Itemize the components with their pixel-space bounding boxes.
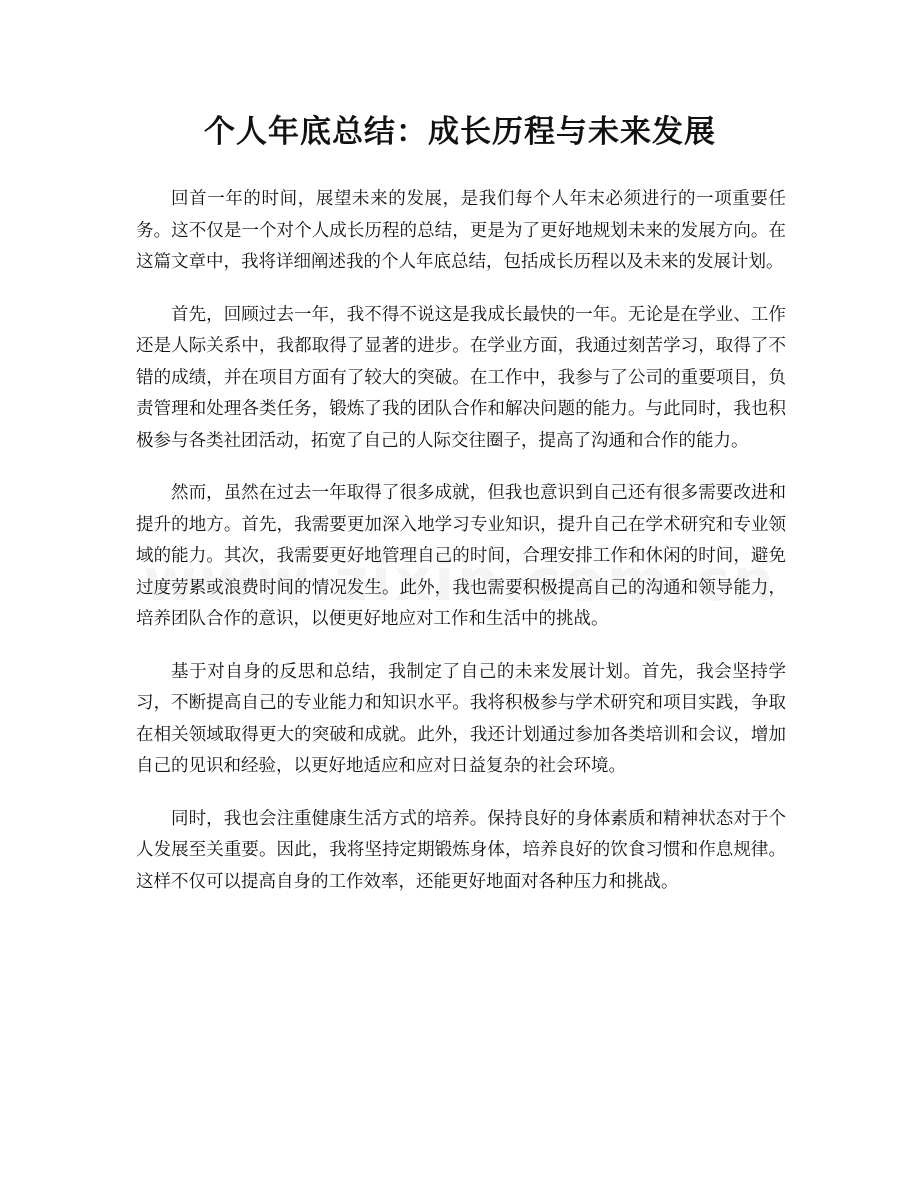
paragraph-plan: 基于对自身的反思和总结，我制定了自己的未来发展计划。首先，我会坚持学习，不断提高自己的专业能力和知识水平。我将积极参与学术研究和项目实践，争取在相关领域取得更大的突破和成就。此外，我还计划通过参加各类培训和会议，增加自己的见识和经验，以更好地适应和应对日益复杂的社会环境。 — [136, 661, 786, 776]
paragraph-intro: 回首一年的时间，展望未来的发展，是我们每个人年末必须进行的一项重要任务。这不仅是一个对个人成长历程的总结，更是为了更好地规划未来的发展方向。在这篇文章中，我将详细阐述我的个人年底总结，包括成长历程以及未来的发展计划。 — [136, 189, 786, 272]
paragraph-health: 同时，我也会注重健康生活方式的培养。保持良好的身体素质和精神状态对于个人发展至关重要。因此，我将坚持定期锻炼身体，培养良好的饮食习惯和作息规律。这样不仅可以提高自身的工作效率，还能更好地面对各种压力和挑战。 — [136, 808, 786, 892]
paragraph-improvement: 然而，虽然在过去一年取得了很多成就，但我也意识到自己还有很多需要改进和提升的地方。首先，我需要更加深入地学习专业知识，提升自己在学术研究和专业领域的能力。其次，我需要更好地管理自己的时间，合理安排工作和休闲的时间，避免过度劳累或浪费时间的情况发生。此外，我也需要积极提高自己的沟通和领导能力，培养团队合作的意识，以便更好地应对工作和生活中的挑战。 — [136, 483, 786, 629]
document-title: 个人年底总结：成长历程与未来发展 — [204, 114, 716, 150]
paragraph-review: 首先，回顾过去一年，我不得不说这是我成长最快的一年。无论是在学业、工作还是人际关系中，我都取得了显著的进步。在学业方面，我通过刻苦学习，取得了不错的成绩，并在项目方面有了较大的突破。在工作中，我参与了公司的重要项目，负责管理和处理各类任务，锻炼了我的团队合作和解决问题的能力。与此同时，我也积极参与各类社团活动，拓宽了自己的人际交往圈子，提高了沟通和合作的能力。 — [136, 304, 786, 451]
article-body — [136, 184, 786, 919]
